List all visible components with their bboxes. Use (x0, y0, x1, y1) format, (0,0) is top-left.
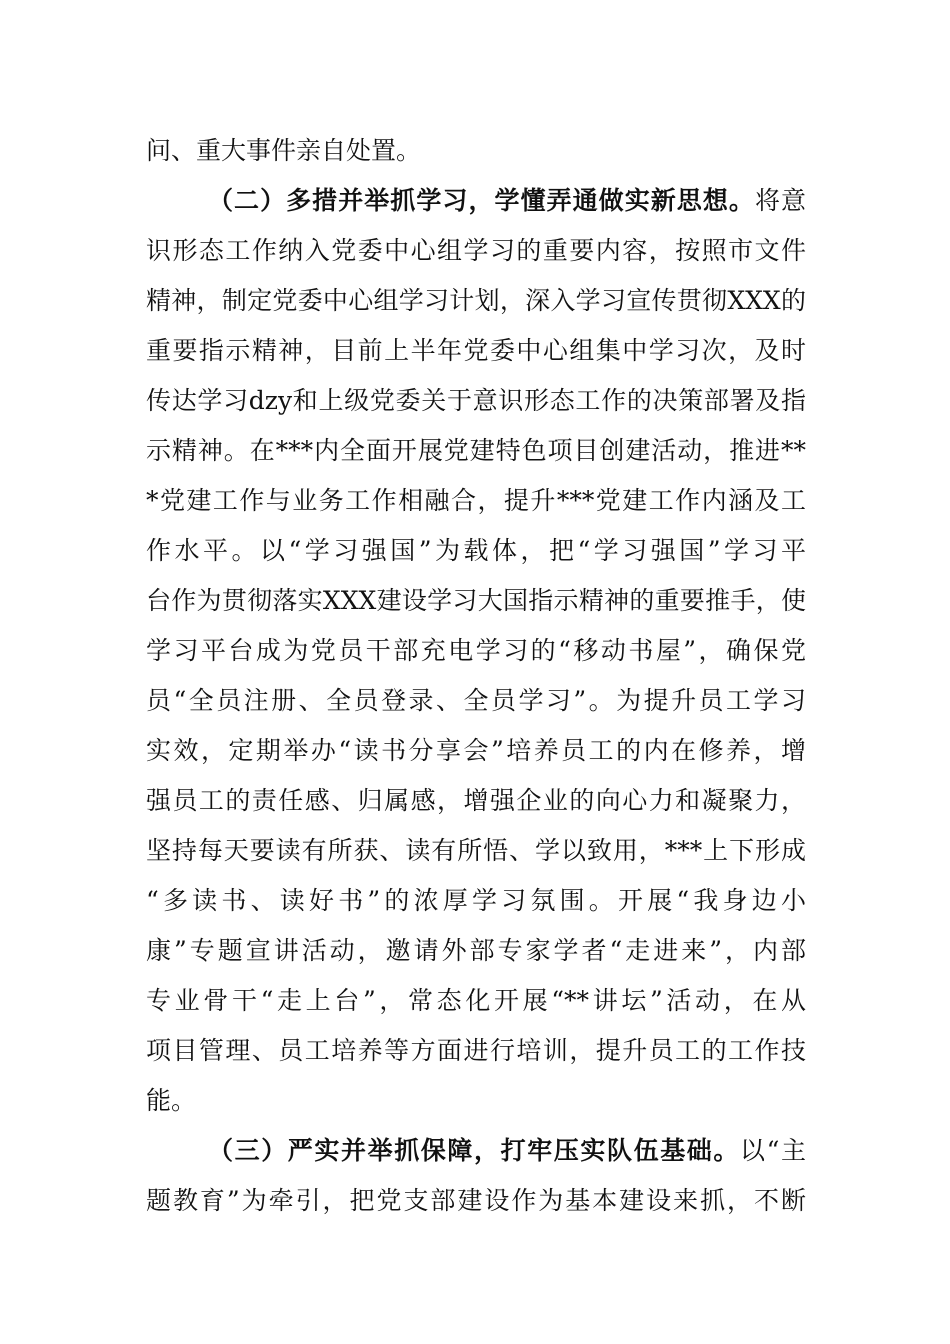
body-line: 重要指示精神，目前上半年党委中心组集中学习次，及时 (146, 336, 806, 365)
body-line: 题教育”为牵引，把党支部建设作为基本建设来抓，不断 (146, 1186, 806, 1215)
body-line: “多读书、读好书”的浓厚学习氛围。开展“我身边小 (146, 886, 806, 915)
section-heading-line: （二）多措并举抓学习，学懂弄通做实新思想。将意 (208, 186, 806, 215)
section-heading-line: （三）严实并举抓保障，打牢压实队伍基础。以“主 (208, 1136, 806, 1165)
body-line: 实效，定期举办“读书分享会”培养员工的内在修养，增 (146, 736, 806, 765)
body-line: 作水平。以“学习强国”为载体，把“学习强国”学习平 (146, 536, 806, 565)
body-line: 示精神。在***内全面开展党建特色项目创建活动，推进** (146, 436, 806, 465)
body-line: 识形态工作纳入党委中心组学习的重要内容，按照市文件 (146, 236, 806, 265)
body-line: 台作为贯彻落实XXX建设学习大国指示精神的重要推手，使 (146, 586, 806, 615)
body-line: 精神，制定党委中心组学习计划，深入学习宣传贯彻XXX的 (146, 286, 806, 315)
body-line: 员“全员注册、全员登录、全员学习”。为提升员工学习 (146, 686, 806, 715)
body-line: 问、重大事件亲自处置。 (146, 136, 422, 165)
body-line: 学习平台成为党员干部充电学习的“移动书屋”，确保党 (146, 636, 806, 665)
body-line: 能。 (146, 1086, 197, 1115)
body-line: *党建工作与业务工作相融合，提升***党建工作内涵及工 (146, 486, 806, 515)
body-line: 坚持每天要读有所获、读有所悟、学以致用，***上下形成 (146, 836, 806, 865)
body-line: 传达学习dzy和上级党委关于意识形态工作的决策部署及指 (146, 386, 806, 415)
section-heading: （二）多措并举抓学习，学懂弄通做实新思想。 (208, 186, 755, 215)
body-line: 强员工的责任感、归属感，增强企业的向心力和凝聚力， (146, 786, 806, 815)
body-line: 项目管理、员工培养等方面进行培训，提升员工的工作技 (146, 1036, 806, 1065)
section-heading: （三）严实并举抓保障，打牢压实队伍基础。 (208, 1136, 741, 1165)
body-line: 康”专题宣讲活动，邀请外部专家学者“走进来”，内部 (146, 936, 806, 965)
body-line: 专业骨干“走上台”，常态化开展“**讲坛”活动，在从 (146, 986, 806, 1015)
